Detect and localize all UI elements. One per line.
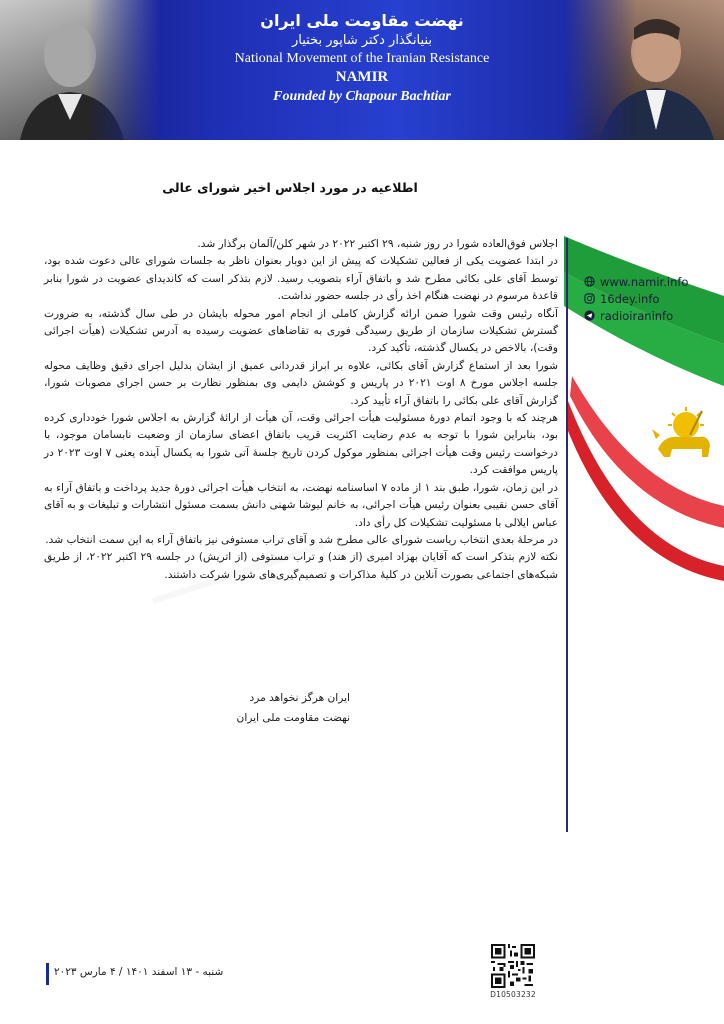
signature-motto: ایران هرگز نخواهد مرد: [249, 692, 350, 704]
portrait-left-figure: [0, 0, 160, 140]
vertical-divider: [566, 238, 568, 832]
telegram-link[interactable]: [583, 307, 723, 324]
header-titles: [160, 10, 564, 106]
document-title: اطلاعیه در مورد اجلاس اخیر شورای عالی: [162, 180, 418, 195]
social-links: [583, 273, 723, 324]
paragraph: شورا بعد از استماع گزارش آقای بکائی، علاوه بر ابراز قدردانی عمیق از ایشان بدلیل اجرای دقیق وظایف محوله جلسه اجلاس مورخ ۸ اوت ۲۰۲۱ در پاریس و کوشش دایمی وی بمنظور نظارت بر حسن اجرای مصوبات شورا، گزارش آقای علی بکائی را باتفاق آراء تأیید کرد.: [44, 359, 558, 407]
signature-organization: نهضت مقاومت ملی ایران: [236, 712, 350, 724]
founder-line-fa: بنیانگذار دکتر شاپور بختیار: [292, 33, 432, 48]
paragraph: آنگاه رئیس وقت شورا ضمن ارائه گزارش کاملی از انجام امور محوله بایشان در طی سال گذشته، به ضرورت گسترش تشکیلات سازمان از طریق رسیدگی فوری به تقاضاهای عضویت رسیده به آدرس تشکیلات (هیأت اجرائی وقت)، بالاخص در یکسال گذشته، تأکید کرد.: [44, 307, 558, 355]
header-banner: [0, 0, 724, 140]
signature-block: [150, 688, 350, 728]
portrait-left-image: [0, 0, 160, 140]
globe-icon: [583, 276, 595, 288]
paragraph: در مرحلهٔ بعدی انتخاب ریاست شورای عالی مطرح شد و آقای تراب مستوفی نیز باتفاق آراء به این سمت انتخاب شد.: [45, 533, 558, 546]
instagram-link-text: 16dey.info: [600, 291, 660, 306]
footer-accent-bar: [46, 963, 49, 985]
instagram-icon: [583, 293, 595, 305]
paragraph: در این زمان، شورا، طبق بند ۱ از ماده ۷ اساسنامه نهضت، به انتخاب هیأت اجرائی دورهٔ جدید پرداخت و باتفاق آراء به آقای حسن نقیبی بعنوان رئیس هیأت اجرائی، به خانم لیوشا شهنی دانش بسمت مسئول انتشارات و تبلیغات و به آقای عباس ایلالی با مسئولیت تشکیلات کل رأی داد.: [44, 481, 558, 529]
telegram-link-text: radioiraninfo: [600, 308, 674, 323]
paragraph: اجلاس فوق‌العاده شورا در روز شنبه، ۲۹ اکتبر ۲۰۲۲ در شهر کلن/آلمان برگذار شد.: [197, 238, 558, 250]
paragraph: در ابتدا عضویت یکی از فعالین تشکیلات که پیش از این دوبار بعنوان ناظر به جلسات شورای عالی دعوت شده بود، توسط آقای علی بکائی مطرح شد و باتفاق آراء بتصویب رسید. لازم بتذکر است که کاندیدای عضویت در شورا بنابر قاعدهٔ مرسوم در نهضت هنگام اخذ رأی در جلسه حضور نداشت.: [44, 255, 558, 303]
paragraph: هرچند که با وجود اتمام دورهٔ مسئولیت هیأت اجرائی وقت، آن هیأت از ارائهٔ گزارش به اجلاس شورا خودداری کرده بود، بنابراین شورا با توجه به عدم رضایت اکثریت قریب باتفاق اعضای سازمان از وضعیت نابسامان موجود، با درخواست رئیس وقت هیأت اجرائی بمنظور موکول کردن تاریخ جلسهٔ آتی شورا به یکسال آینده یعنی ۷ اوت ۲۰۲۳ در پاریس موافقت کرد.: [44, 412, 558, 477]
publication-date: شنبه - ۱۳ اسفند ۱۴۰۱ / ۴ مارس ۲۰۲۳: [54, 966, 224, 978]
organization-name-en: National Movement of the Iranian Resistance: [234, 51, 490, 66]
founder-line-en: Founded by Chapour Bachtiar: [273, 89, 451, 104]
lion-and-sun-emblem: [650, 405, 716, 465]
qr-code-id: D10503232: [490, 990, 536, 999]
telegram-icon: [583, 310, 595, 322]
portrait-right-image: [564, 0, 724, 140]
organization-abbreviation: NAMIR: [335, 69, 389, 85]
website-link[interactable]: [583, 273, 723, 290]
website-link-text: www.namir.info: [600, 274, 689, 289]
instagram-link[interactable]: [583, 290, 723, 307]
document-body: [44, 236, 558, 584]
paragraph: نکته لازم بتذکر است که آقایان بهزاد امیری (از هند) و تراب مستوفی (از اتریش) در جلسه ۲۹ اکتبر ۲۰۲۲، از طریق شبکه‌های اجتماعی بصورت آنلاین در کلیهٔ مذاکرات و تصمیم‌گیری‌های شورا شرکت داشتند.: [44, 551, 558, 581]
portrait-right-figure: [564, 0, 724, 140]
flag-decoration: [564, 236, 724, 836]
qr-code-image: [491, 944, 535, 988]
organization-name-fa: نهضت مقاومت ملی ایران: [260, 11, 464, 30]
